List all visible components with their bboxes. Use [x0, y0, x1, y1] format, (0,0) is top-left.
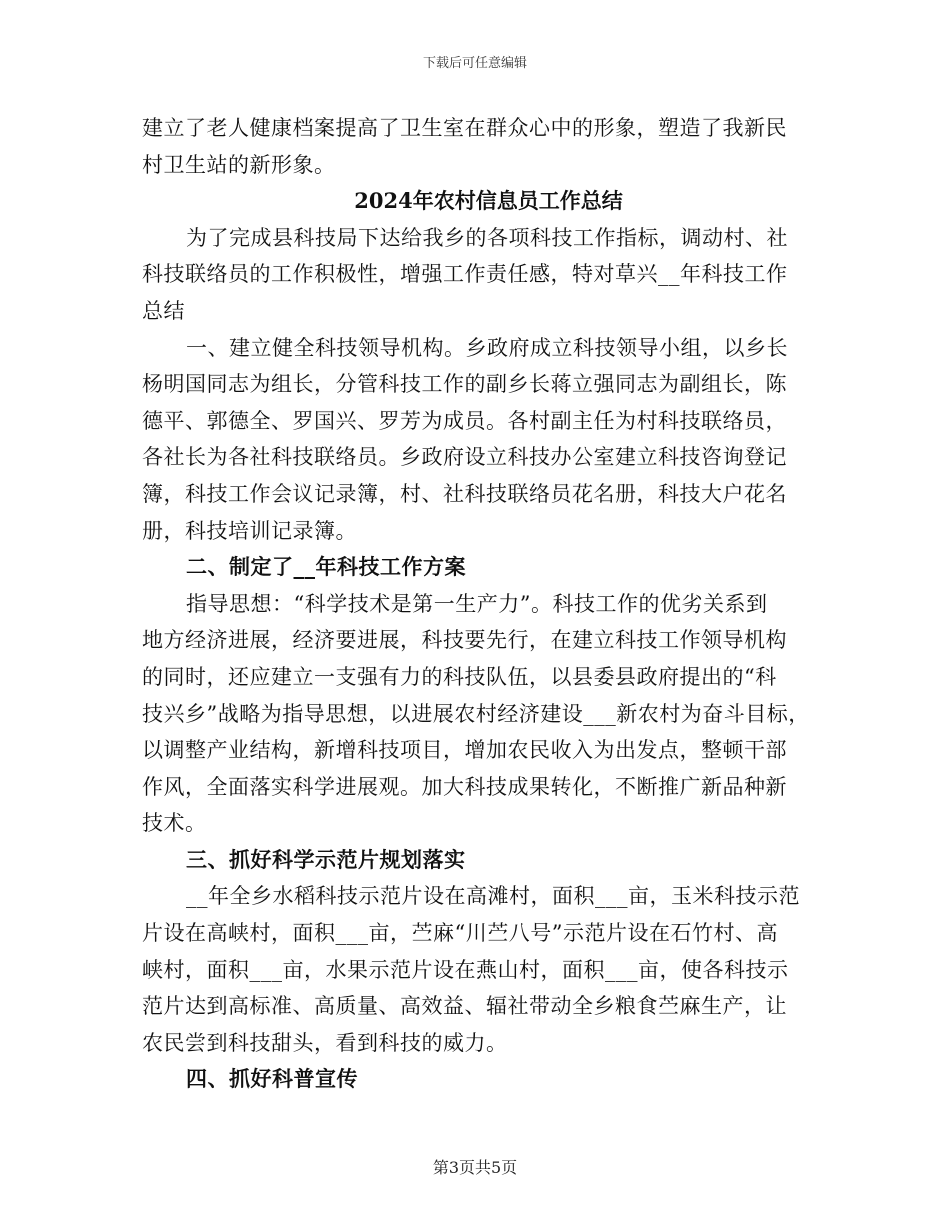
page-header: 下载后可任意编辑: [422, 56, 527, 71]
document-title: 2024年农村信息员工作总结: [354, 188, 623, 214]
text-line: 的同时，还应建立一支强有力的科技队伍，以县委县政府提出的“科: [142, 664, 777, 689]
section-heading: 三、抓好科学示范片规划落实: [186, 846, 466, 872]
text-line: 各社长为各社科技联络员。乡政府设立科技办公室建立科技咨询登记: [142, 445, 787, 470]
page-number: 第3页共5页: [432, 1158, 518, 1177]
text-line: 簿，科技工作会议记录簿，村、社科技联络员花名册，科技大户花名: [142, 481, 787, 506]
text-line: 为了完成县科技局下达给我乡的各项科技工作指标，调动村、社: [186, 225, 788, 250]
text-line: 指导思想：“科学技术是第一生产力”。科技工作的优劣关系到: [186, 591, 768, 616]
text-line: 一、建立健全科技领导机构。乡政府成立科技领导小组，以乡长: [186, 335, 788, 360]
text-line: 技术。: [142, 811, 207, 836]
text-line: 范片达到高标准、高质量、高效益、辐社带动全乡粮食苎麻生产，让: [142, 994, 787, 1019]
text-line: 作风，全面落实科学进展观。加大科技成果转化，不断推广新品种新: [142, 774, 787, 799]
document-body: [142, 110, 817, 1098]
text-line: 以调整产业结构，新增科技项目，增加农民收入为出发点，整顿干部: [142, 738, 787, 763]
text-line: __年全乡水稻科技示范片设在高滩村，面积___亩，玉米科技示范: [186, 884, 800, 909]
text-line: 科技联络员的工作积极性，增强工作责任感，特对草兴__年科技工作: [142, 262, 788, 287]
text-line: 建立了老人健康档案提高了卫生室在群众心中的形象，塑造了我新民: [142, 116, 787, 140]
text-line: 地方经济进展，经济要进展，科技要先行，在建立科技工作领导机构: [142, 628, 787, 653]
text-line: 片设在高峡村，面积___亩，苎麻“川苎八号”示范片设在石竹村、高: [142, 921, 778, 946]
text-line: 峡村，面积___亩，水果示范片设在燕山村，面积___亩，使各科技示: [142, 957, 789, 982]
text-line: 农民尝到科技甜头，看到科技的威力。: [142, 1030, 508, 1055]
text-line: 册，科技培训记录簿。: [142, 518, 357, 543]
text-line: 村卫生站的新形象。: [142, 152, 336, 177]
text-line: 德平、郭德全、罗国兴、罗芳为成员。各村副主任为村科技联络员，: [142, 408, 787, 433]
text-line: 杨明国同志为组长，分管科技工作的副乡长蒋立强同志为副组长，陈: [142, 372, 787, 397]
text-line: 总结: [142, 298, 185, 323]
text-line: 技兴乡”战略为指导思想，以进展农村经济建设___新农村为奋斗目标，: [142, 701, 810, 726]
section-heading: 四、抓好科普宣传: [186, 1066, 358, 1092]
section-heading: 二、制定了__年科技工作方案: [186, 554, 466, 580]
